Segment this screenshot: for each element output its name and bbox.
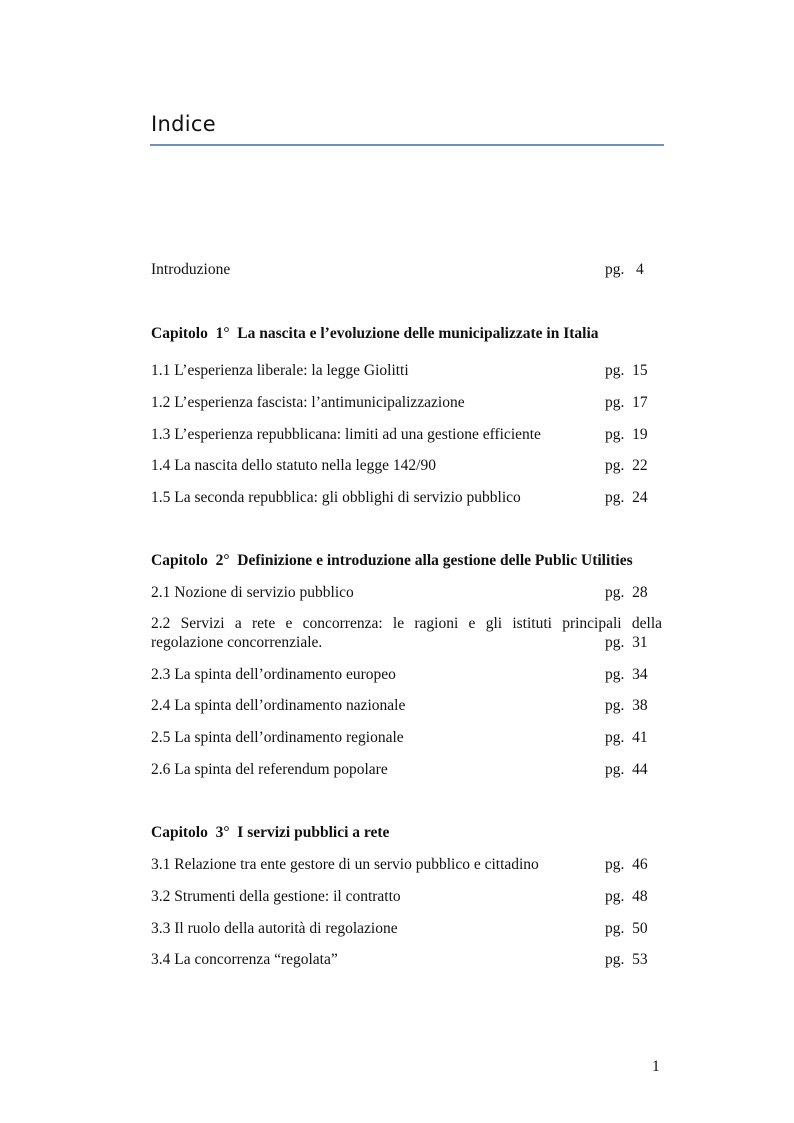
chapter-heading-2: Capitolo 2° Definizione e introduzione alla gestione delle Public Utilities	[151, 552, 633, 569]
toc-entry-page: pg. 34	[605, 666, 648, 683]
toc-entry-label: 2.3 La spinta dell’ordinamento europeo	[151, 666, 396, 683]
page-title: Indice	[151, 112, 216, 136]
toc-entry-page: pg. 44	[605, 761, 648, 778]
toc-entry-page: pg. 17	[605, 394, 648, 411]
toc-entry-page: pg. 46	[605, 856, 648, 873]
toc-entry-page: pg. 28	[605, 584, 648, 601]
toc-entry-page: pg. 22	[605, 457, 648, 474]
toc-entry-label: 1.5 La seconda repubblica: gli obblighi di servizio pubblico	[151, 489, 521, 506]
toc-entry-page: pg. 15	[605, 362, 648, 379]
toc-entry-page: pg. 19	[605, 426, 648, 443]
page-number: 1	[652, 1058, 660, 1075]
toc-entry-page: pg. 48	[605, 888, 648, 905]
toc-entry-label: 3.1 Relazione tra ente gestore di un servio pubblico e cittadino	[151, 856, 539, 873]
toc-entry-page: pg. 50	[605, 920, 648, 937]
toc-entry-page: pg. 31	[605, 634, 648, 651]
toc-entry-label: 2.5 La spinta dell’ordinamento regionale	[151, 729, 404, 746]
title-underline	[150, 144, 664, 146]
toc-entry-page: pg. 4	[605, 261, 644, 278]
toc-entry-label: 2.1 Nozione di servizio pubblico	[151, 584, 354, 601]
toc-entry-page: pg. 53	[605, 951, 648, 968]
toc-entry-label: 2.4 La spinta dell’ordinamento nazionale	[151, 697, 406, 714]
toc-entry-label: 1.4 La nascita dello statuto nella legge 142/90	[151, 457, 436, 474]
toc-entry-label: 1.1 L’esperienza liberale: la legge Giolitti	[151, 362, 409, 379]
toc-entry-page: pg. 38	[605, 697, 648, 714]
toc-entry-label-wrapped: 2.2 Servizi a rete e concorrenza: le ragioni e gli istituti principali della	[151, 615, 662, 632]
chapter-heading-1: Capitolo 1° La nascita e l’evoluzione delle municipalizzate in Italia	[151, 325, 599, 342]
toc-entry-page: pg. 41	[605, 729, 648, 746]
toc-entry-label: 3.2 Strumenti della gestione: il contratto	[151, 888, 401, 905]
toc-entry-label: Introduzione	[151, 261, 231, 278]
toc-entry-label: 2.6 La spinta del referendum popolare	[151, 761, 388, 778]
toc-entry-page: pg. 24	[605, 489, 648, 506]
toc-entry-label: 1.3 L’esperienza repubblicana: limiti ad una gestione efficiente	[151, 426, 541, 443]
toc-entry-label-continued: regolazione concorrenziale.	[151, 634, 323, 651]
toc-entry-label: 3.4 La concorrenza “regolata”	[151, 951, 338, 968]
toc-entry-label: 1.2 L’esperienza fascista: l’antimunicipalizzazione	[151, 394, 465, 411]
toc-entry-label: 3.3 Il ruolo della autorità di regolazione	[151, 920, 398, 937]
chapter-heading-3: Capitolo 3° I servizi pubblici a rete	[151, 824, 390, 841]
